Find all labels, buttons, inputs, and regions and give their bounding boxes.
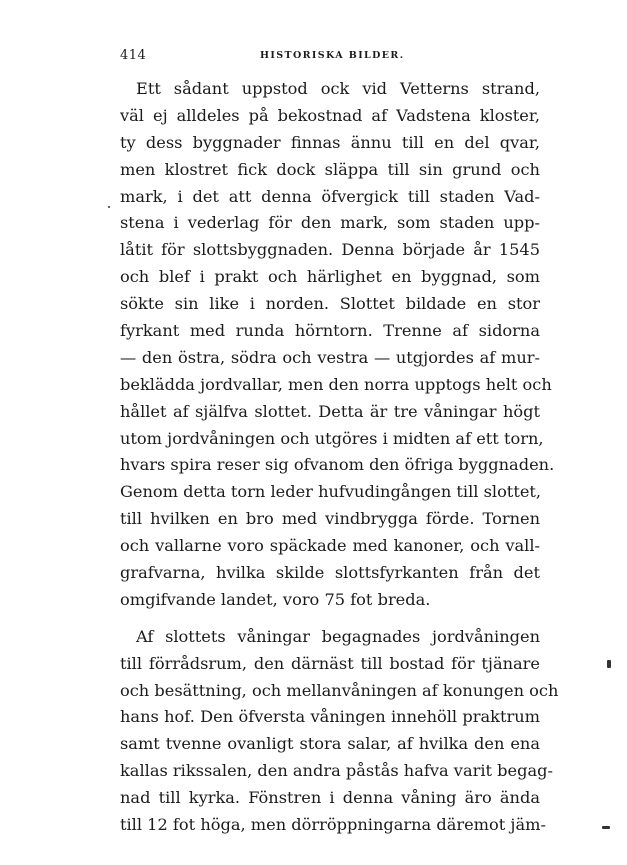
page-header (120, 48, 540, 70)
text-line: samt tvenne ovanligt stora salar, af hvilka den ena (120, 734, 540, 754)
text-line: hvars spira reser sig ofvanom den öfriga byggnaden. (120, 455, 555, 475)
text-line: och besättning, och mellanvåningen af konungen och (120, 680, 559, 700)
text-line: fyrkant med runda hörntorn. Trenne af sidorna (120, 321, 540, 341)
text-line: låtit för slottsbyggnaden. Denna började år 1545 (120, 240, 540, 260)
text-line: Af slottets våningar begagnades jordvåningen (136, 626, 540, 646)
text-line: väl ej alldeles på bekostnad af Vadstena kloster, (120, 105, 540, 125)
text-line: Genom detta torn leder hufvudingången till slottet, (120, 482, 542, 502)
text-line: utom jordvåningen och utgöres i midten af ett torn, (120, 428, 544, 448)
text-line: och blef i prakt och härlighet en byggnad, som (120, 267, 540, 287)
scan-speck (108, 206, 110, 208)
text-line: till förrådsrum, den därnäst till bostad för tjänare (120, 653, 540, 673)
text-line: men klostret fick dock släppa till sin grund och (120, 159, 540, 179)
text-line: till hvilken en bro med vindbrygga förde. Tornen (120, 509, 540, 529)
paragraph-1 (120, 76, 555, 614)
scan-speck (602, 826, 610, 829)
text-line: hållet af själfva slottet. Detta är tre våningar högt (120, 401, 540, 421)
text-line: mark, i det att denna öfvergick till staden Vad- (120, 186, 540, 206)
body-text (120, 76, 559, 839)
text-line: sökte sin like i norden. Slottet bildade en stor (120, 294, 540, 314)
text-line: till 12 fot höga, men dörröppningarna däremot jäm- (120, 815, 546, 835)
paragraph-gap (120, 614, 540, 624)
text-line: Ett sådant uppstod ock vid Vetterns strand, (136, 79, 540, 98)
paragraph-2 (120, 624, 559, 839)
text-line: och vallarne voro späckade med kanoner, och vall- (120, 536, 540, 556)
text-line: nad till kyrka. Fönstren i denna våning äro ända (120, 788, 540, 808)
text-line: grafvarna, hvilka skilde slottsfyrkanten från det (120, 563, 540, 583)
text-line: stena i vederlag för den mark, som staden upp- (120, 213, 540, 233)
text-line: — den östra, södra och vestra — utgjordes af mur- (120, 347, 540, 367)
text-line: hans hof. Den öfversta våningen innehöll praktrum (120, 707, 540, 727)
running-head: HISTORISKA BILDER. (260, 50, 405, 61)
text-line: beklädda jordvallar, men den norra upptogs helt och (120, 374, 552, 394)
page-number: 414 (120, 48, 147, 63)
text-line: kallas rikssalen, den andra påstås hafva varit begag- (120, 761, 553, 781)
scan-speck (607, 660, 611, 668)
text-line: omgifvande landet, voro 75 fot breda. (120, 589, 431, 609)
text-line: ty dess byggnader finnas ännu till en del qvar, (120, 132, 540, 152)
